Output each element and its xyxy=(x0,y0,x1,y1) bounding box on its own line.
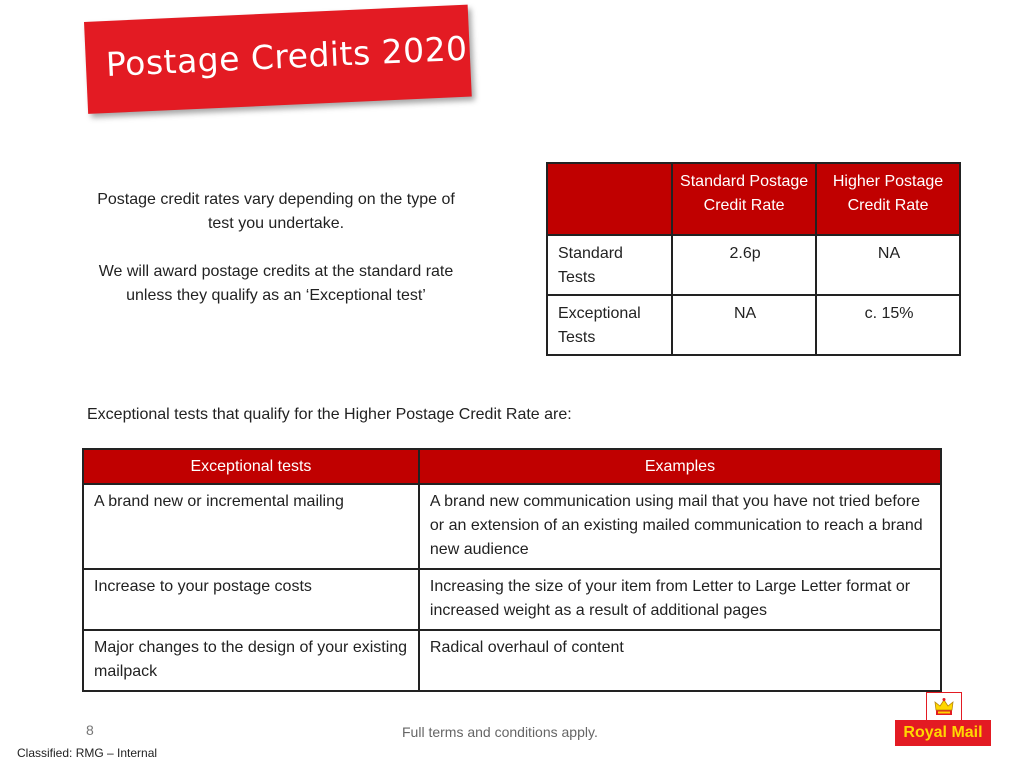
rates-standard-value: NA xyxy=(672,295,816,355)
rates-table xyxy=(546,162,961,356)
terms-note: Full terms and conditions apply. xyxy=(402,724,598,740)
rates-higher-value: NA xyxy=(816,235,960,295)
table-row xyxy=(83,630,941,691)
examples-header-examples: Examples xyxy=(419,449,941,484)
table-row xyxy=(547,235,960,295)
classification-label: Classified: RMG – Internal xyxy=(17,746,158,760)
page-title: Postage Credits 2020 xyxy=(105,28,469,85)
rates-header-standard: Standard Postage Credit Rate xyxy=(672,163,816,235)
table-row xyxy=(547,295,960,355)
crown-icon xyxy=(933,697,955,717)
rates-header-row xyxy=(547,163,960,235)
logo-text: Royal Mail xyxy=(895,720,991,746)
rates-standard-value: 2.6p xyxy=(672,235,816,295)
examples-table xyxy=(82,448,942,692)
royal-mail-logo xyxy=(895,692,991,758)
intro-text xyxy=(88,188,464,332)
intro-paragraph-1: Postage credit rates vary depending on the type of test you undertake. xyxy=(97,191,455,232)
examples-header-tests: Exceptional tests xyxy=(83,449,419,484)
intro-paragraph-2: We will award postage credits at the standard rate unless they qualify as an ‘Exceptional test’ xyxy=(98,263,454,304)
exceptional-test-cell: A brand new or incremental mailing xyxy=(83,484,419,569)
exceptional-test-cell: Increase to your postage costs xyxy=(83,569,419,630)
table-row xyxy=(83,484,941,569)
table-row xyxy=(83,569,941,630)
rates-header-empty xyxy=(547,163,672,235)
rates-header-higher: Higher Postage Credit Rate xyxy=(816,163,960,235)
logo-badge xyxy=(926,692,962,723)
example-cell: Radical overhaul of content xyxy=(419,630,941,691)
title-banner xyxy=(84,5,472,114)
exceptional-test-cell: Major changes to the design of your existing mailpack xyxy=(83,630,419,691)
rates-row-label: Standard Tests xyxy=(547,235,672,295)
example-cell: Increasing the size of your item from Letter to Large Letter format or increased weight as a result of additional pages xyxy=(419,569,941,630)
exceptional-heading: Exceptional tests that qualify for the Higher Postage Credit Rate are: xyxy=(87,406,572,423)
rates-row-label: Exceptional Tests xyxy=(547,295,672,355)
examples-header-row xyxy=(83,449,941,484)
rates-higher-value: c. 15% xyxy=(816,295,960,355)
page-number: 8 xyxy=(86,722,94,738)
example-cell: A brand new communication using mail that you have not tried before or an extension of an existing mailed communication to reach a brand new audience xyxy=(419,484,941,569)
